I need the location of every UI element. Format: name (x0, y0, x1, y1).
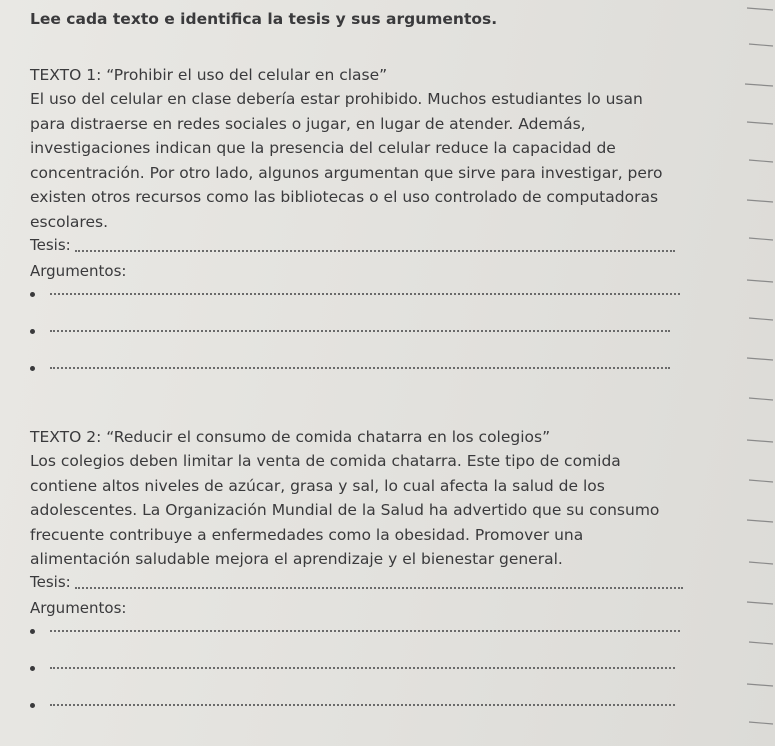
bullet-icon (30, 703, 35, 708)
argument-answer-line[interactable] (50, 293, 680, 295)
paragraph-line: escolares. (30, 212, 108, 231)
bullet-icon (30, 329, 35, 334)
paragraph-line: frecuente contribuye a enfermedades como la obesidad. Promover una (30, 525, 584, 544)
paragraph-line: Los colegios deben limitar la venta de comida chatarra. Este tipo de comida (30, 452, 621, 470)
instruction-heading: Lee cada texto e identifica la tesis y sus argumentos. (30, 10, 498, 28)
argument-row-1 (30, 617, 720, 654)
bullet-icon (30, 292, 35, 297)
text-2-title: TEXTO 2: “Reducir el consumo de comida chatarra en los colegios” (30, 428, 551, 446)
paragraph-line: investigaciones indican que la presencia del celular reduce la capacidad de (30, 139, 616, 158)
paragraph-line: contiene altos niveles de azúcar, grasa y sal, lo cual afecta la salud de los (30, 476, 605, 495)
argument-answer-line[interactable] (50, 367, 670, 369)
text-1-paragraph (30, 87, 710, 235)
notebook-margin-lines (737, 0, 775, 746)
text-2-section (30, 428, 720, 728)
tesis-label: Tesis: (30, 572, 71, 591)
text-1-section (30, 66, 720, 391)
argument-answer-line[interactable] (50, 704, 675, 706)
bullet-icon (30, 366, 35, 371)
text-2-paragraph (30, 449, 710, 572)
paragraph-line: alimentación saludable mejora el aprendizaje y el bienestar general. (30, 550, 563, 569)
argument-row-2 (30, 317, 720, 354)
argument-row-3 (30, 691, 720, 728)
argumentos-label: Argumentos: (30, 261, 127, 280)
paragraph-line: concentración. Por otro lado, algunos argumentan que sirve para investigar, pero (30, 163, 663, 182)
tesis-answer-line[interactable] (75, 238, 675, 252)
argument-row-1 (30, 280, 720, 317)
paragraph-line: El uso del celular en clase debería estar prohibido. Muchos estudiantes lo usan (30, 90, 643, 108)
text-2-tesis-row (30, 569, 720, 591)
argument-answer-line[interactable] (50, 630, 680, 632)
argumentos-label: Argumentos: (30, 598, 127, 617)
argument-row-3 (30, 354, 720, 391)
text-1-title: TEXTO 1: “Prohibir el uso del celular en clase” (30, 66, 388, 84)
bullet-icon (30, 629, 35, 634)
text-1-tesis-row (30, 232, 720, 254)
argument-answer-line[interactable] (50, 330, 670, 332)
bullet-icon (30, 666, 35, 671)
paragraph-line: adolescentes. La Organización Mundial de la Salud ha advertido que su consumo (30, 501, 660, 520)
argument-row-2 (30, 654, 720, 691)
argument-answer-line[interactable] (50, 667, 675, 669)
paragraph-line: existen otros recursos como las bibliotecas o el uso controlado de computadoras (30, 188, 659, 207)
tesis-label: Tesis: (30, 235, 71, 254)
paragraph-line: para distraerse en redes sociales o jugar, en lugar de atender. Además, (30, 114, 586, 133)
tesis-answer-line[interactable] (75, 575, 683, 589)
